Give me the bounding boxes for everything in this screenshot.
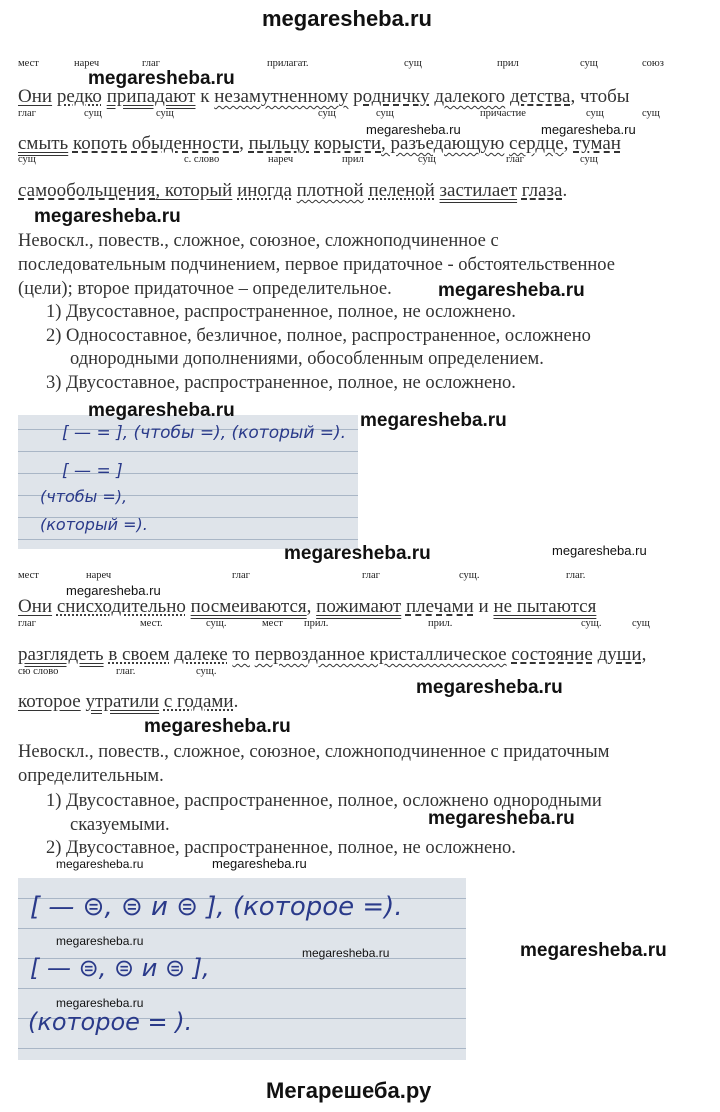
watermark: megaresheba.ru bbox=[144, 716, 291, 737]
scheme-row: [ — = ], (чтобы =), (который =). bbox=[62, 423, 347, 443]
watermark: megaresheba.ru bbox=[66, 583, 161, 598]
scheme-photo-2 bbox=[18, 878, 466, 1060]
pos-tag: сю слово bbox=[18, 666, 59, 677]
pos-tag: глаг bbox=[18, 618, 36, 629]
scheme-row: (которое = ). bbox=[28, 1008, 193, 1036]
pos-tag: прилагат. bbox=[267, 58, 309, 69]
object-word: состояние bbox=[511, 644, 593, 665]
pos-tag: прил. bbox=[304, 618, 329, 629]
sentence-1-line-1 bbox=[18, 86, 630, 108]
sentence-2-line-2 bbox=[18, 644, 646, 666]
predicate-word: пожимают bbox=[316, 596, 402, 617]
attribute-word: далекого bbox=[434, 86, 506, 107]
punct: , bbox=[563, 133, 569, 154]
pos-tag: сущ. bbox=[206, 618, 227, 629]
pos-tag: сущ bbox=[642, 108, 660, 119]
object-word: корысти bbox=[314, 133, 382, 154]
watermark: megaresheba.ru bbox=[416, 677, 563, 698]
analysis-item: 3) Двусоставное, распространенное, полное, не осложнено. bbox=[46, 373, 516, 393]
attribute-word: то bbox=[232, 644, 250, 665]
pos-tag: сущ bbox=[632, 618, 650, 629]
analysis-item: сказуемыми. bbox=[70, 815, 170, 835]
pos-tag: сущ bbox=[586, 108, 604, 119]
watermark: megaresheba.ru bbox=[438, 280, 585, 301]
object-word: глаза bbox=[521, 180, 563, 201]
pos-tag: с. слово bbox=[184, 154, 220, 165]
pos-tag: глаг. bbox=[116, 666, 136, 677]
watermark: megaresheba.ru bbox=[552, 543, 647, 558]
pos-tag: сущ bbox=[418, 154, 436, 165]
object-word: копоть bbox=[72, 133, 128, 154]
attribute-word: первозданное кристаллическое bbox=[254, 644, 507, 665]
watermark: megaresheba.ru bbox=[360, 410, 507, 431]
watermark: megaresheba.ru bbox=[284, 543, 431, 564]
watermark: megaresheba.ru bbox=[366, 122, 461, 137]
subject-word: Они bbox=[18, 86, 53, 107]
object-word: пыльцу bbox=[248, 133, 310, 154]
watermark: megaresheba.ru bbox=[56, 934, 144, 948]
watermark: megaresheba.ru bbox=[428, 808, 575, 829]
pos-tag: сущ bbox=[376, 108, 394, 119]
subject-word: которое bbox=[18, 691, 81, 712]
conjunction-text: , чтобы bbox=[570, 86, 630, 107]
scheme-row: [ — = ] bbox=[62, 461, 123, 481]
pos-tag: глаг bbox=[142, 58, 160, 69]
participle-phrase: сердце bbox=[509, 133, 564, 154]
pos-tag: прил bbox=[497, 58, 519, 69]
scheme-row: [ — ⊜, ⊜ и ⊜ ], (которое =). bbox=[30, 892, 403, 922]
watermark: megaresheba.ru bbox=[34, 206, 181, 227]
analysis-line: Невоскл., повеств., сложное, союзное, сложноподчиненное с bbox=[18, 231, 499, 251]
subject-word: Они bbox=[18, 596, 53, 617]
pos-tag: глаг. bbox=[566, 570, 586, 581]
pos-tag: мест bbox=[262, 618, 283, 629]
pos-tag: причастие bbox=[480, 108, 526, 119]
watermark: megaresheba.ru bbox=[302, 946, 390, 960]
pos-tag: прил. bbox=[428, 618, 453, 629]
scheme-row: (который =). bbox=[40, 515, 148, 534]
circumstance-word: иногда bbox=[237, 180, 292, 201]
sentence-1-line-3 bbox=[18, 180, 567, 202]
analysis-item: 2) Односоставное, безличное, полное, распространенное, осложнено bbox=[46, 326, 591, 346]
circumstance-word: редко bbox=[56, 86, 102, 107]
pos-tag: сущ. bbox=[459, 570, 480, 581]
punct: , bbox=[306, 596, 312, 617]
object-word: обыденности bbox=[131, 133, 240, 154]
predicate-word: не пытаются bbox=[493, 596, 597, 617]
object-word: плечами bbox=[405, 596, 474, 617]
punct: , bbox=[239, 133, 244, 154]
pos-tag: мест bbox=[18, 58, 39, 69]
watermark: megaresheba.ru bbox=[541, 122, 636, 137]
predicate-word: разглядеть bbox=[18, 644, 104, 665]
object-word: самообольщения bbox=[18, 180, 156, 201]
pos-tag: мест. bbox=[140, 618, 163, 629]
pos-tag: сущ bbox=[404, 58, 422, 69]
predicate-word: посмеиваются bbox=[190, 596, 307, 617]
circumstance-word: снисходительно bbox=[56, 596, 186, 617]
preposition-word: к bbox=[200, 86, 210, 107]
pos-tag: глаг bbox=[362, 570, 380, 581]
pos-tag: сущ bbox=[580, 58, 598, 69]
pos-tag: нареч bbox=[74, 58, 100, 69]
pos-tag: сущ bbox=[318, 108, 336, 119]
watermark: megaresheba.ru bbox=[56, 996, 144, 1010]
sentence-2-line-3 bbox=[18, 691, 238, 713]
pos-tag: сущ bbox=[156, 108, 174, 119]
analysis-line: (цели); второе придаточное – определительное. bbox=[18, 279, 392, 299]
analysis-line: определительным. bbox=[18, 766, 164, 786]
participle-phrase: , разъедающую bbox=[381, 133, 505, 154]
watermark: megaresheba.ru bbox=[520, 940, 667, 961]
pos-tag: сущ bbox=[18, 154, 36, 165]
circumstance-word: пеленой bbox=[368, 180, 435, 201]
analysis-line: последовательным подчинением, первое придаточное - обстоятельственное bbox=[18, 255, 615, 275]
object-word: души bbox=[597, 644, 642, 665]
pos-tag: глаг bbox=[18, 108, 36, 119]
pos-tag: нареч bbox=[268, 154, 294, 165]
watermark: megaresheba.ru bbox=[56, 857, 144, 871]
sentence-2-line-1 bbox=[18, 596, 596, 618]
subject-word: , который bbox=[155, 180, 233, 201]
punct: . bbox=[562, 180, 568, 201]
watermark: megaresheba.ru bbox=[88, 400, 235, 421]
attribute-word: незамутненному bbox=[214, 86, 349, 107]
scheme-photo-1 bbox=[18, 415, 358, 549]
pos-tag: мест bbox=[18, 570, 39, 581]
predicate-word: утратили bbox=[85, 691, 160, 712]
sentence-1-line-2 bbox=[18, 133, 621, 155]
circumstance-word: с годами bbox=[163, 691, 234, 712]
pos-tag: глаг bbox=[506, 154, 524, 165]
watermark: megaresheba.ru bbox=[212, 856, 307, 871]
scheme-row: (чтобы =), bbox=[40, 487, 128, 506]
predicate-word: смыть bbox=[18, 133, 69, 154]
analysis-item: 2) Двусоставное, распространенное, полное, не осложнено. bbox=[46, 838, 516, 858]
scheme-row: [ — ⊜, ⊜ и ⊜ ], bbox=[30, 954, 210, 982]
pos-tag: сущ bbox=[580, 154, 598, 165]
footer-site-title: Мегарешеба.ру bbox=[266, 1078, 432, 1103]
analysis-line: Невоскл., повеств., сложное, союзное, сложноподчиненное с придаточным bbox=[18, 742, 610, 762]
object-word: туман bbox=[573, 133, 621, 154]
conjunction-word: и bbox=[478, 596, 489, 617]
predicate-word: застилает bbox=[439, 180, 518, 201]
pos-tag: сущ. bbox=[196, 666, 217, 677]
analysis-item: 1) Двусоставное, распространенное, полное, осложнено однородными bbox=[46, 791, 602, 811]
pos-tag: сущ bbox=[84, 108, 102, 119]
object-word: детства bbox=[509, 86, 571, 107]
header-site-title: megaresheba.ru bbox=[262, 6, 432, 31]
circumstance-word: далеке bbox=[174, 644, 228, 665]
predicate-word: припадают bbox=[106, 86, 196, 107]
object-word: родничку bbox=[353, 86, 430, 107]
punct: . bbox=[233, 691, 239, 712]
analysis-item: 1) Двусоставное, распространенное, полное, не осложнено. bbox=[46, 302, 516, 322]
pos-tag: нареч bbox=[86, 570, 112, 581]
punct: , bbox=[641, 644, 647, 665]
circumstance-word: в своем bbox=[108, 644, 170, 665]
pos-tag: союз bbox=[642, 58, 664, 69]
analysis-item: однородными дополнениями, обособленным определением. bbox=[70, 349, 544, 369]
pos-tag: сущ. bbox=[581, 618, 602, 629]
pos-tag: глаг bbox=[232, 570, 250, 581]
pos-tag: прил bbox=[342, 154, 364, 165]
watermark: megaresheba.ru bbox=[88, 68, 235, 89]
attribute-word: плотной bbox=[296, 180, 364, 201]
